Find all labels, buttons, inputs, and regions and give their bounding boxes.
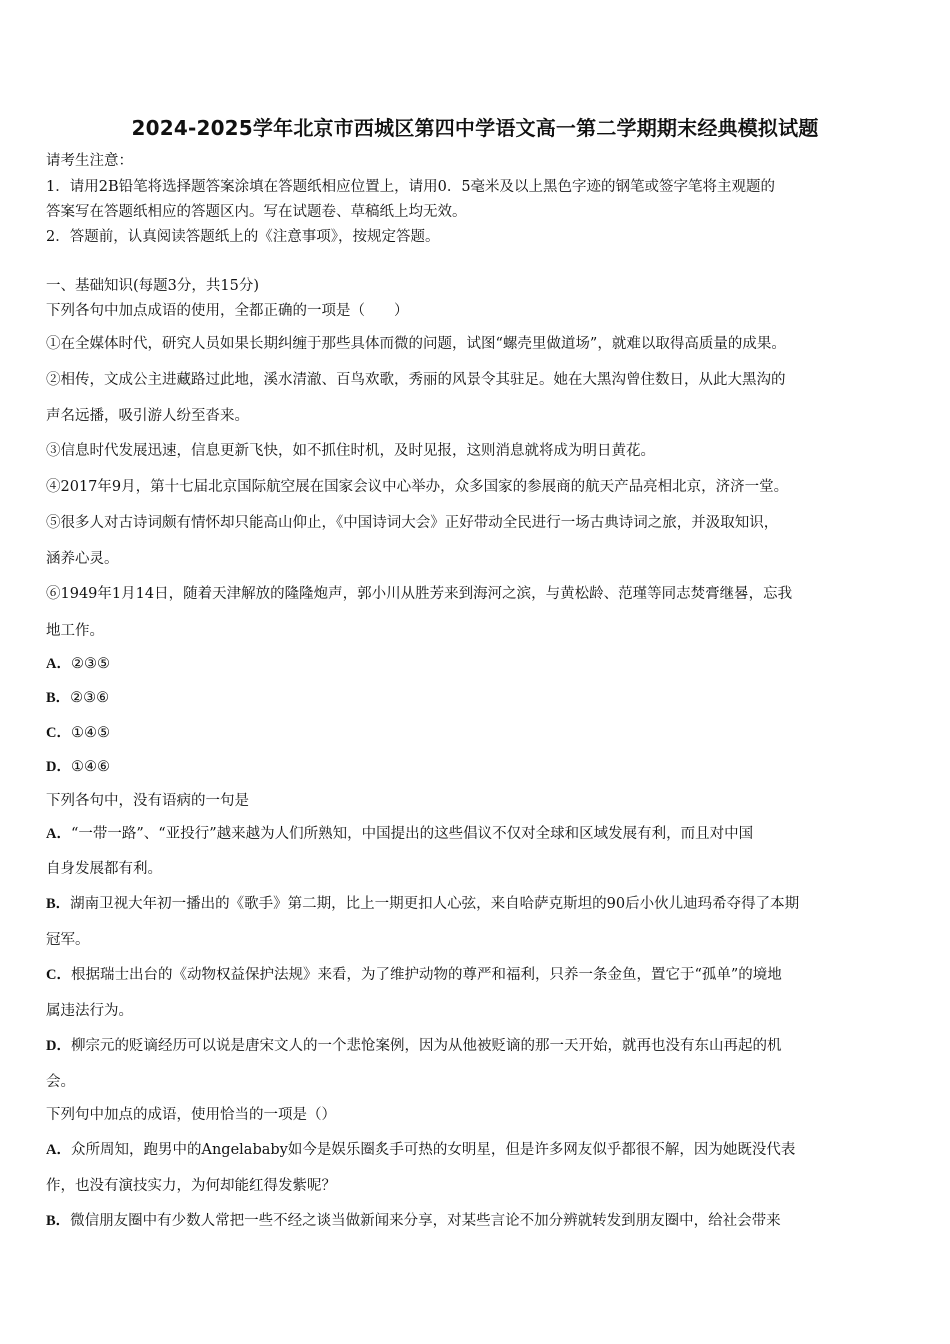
notice-item-1-line-2: 答案写在答题纸相应的答题区内。写在试题卷、草稿纸上均无效。 bbox=[46, 204, 467, 220]
q1-sentence-4: ④2017年9月，第十七届北京国际航空展在国家会议中心举办，众多国家的参展商的航天产品亮相北京，济济一堂。 bbox=[46, 479, 789, 495]
q1-option-b-text: ②③⑥ bbox=[70, 690, 110, 706]
q1-sentence-1: ①在全媒体时代，研究人员如果长期纠缠于那些具体而微的问题，试图“螺壳里做道场”，就难以取得高质量的成果。 bbox=[46, 336, 786, 352]
q3-option-b-text: 微信朋友圈中有少数人常把一些不经之谈当做新闻来分享，对某些言论不加分辨就转发到朋友圈中，给社会带来 bbox=[70, 1213, 781, 1229]
q1-option-b[interactable] bbox=[46, 688, 916, 708]
q2-option-a-letter: A． bbox=[46, 826, 71, 842]
q1-option-d[interactable] bbox=[46, 757, 916, 777]
q3-option-b-letter: B． bbox=[46, 1213, 71, 1229]
q1-sentence-3: ③信息时代发展迅速，信息更新飞快，如不抓住时机，及时见报，这则消息就将成为明日黄花。 bbox=[46, 443, 655, 459]
q1-option-c-letter: C． bbox=[46, 725, 71, 741]
q3-option-a-letter: A． bbox=[46, 1142, 71, 1158]
q2-option-c-line-2: 属违法行为。 bbox=[46, 1003, 133, 1019]
q1-option-d-text: ①④⑥ bbox=[70, 759, 110, 775]
q3-option-a[interactable] bbox=[46, 1140, 916, 1160]
q2-option-d[interactable] bbox=[46, 1036, 916, 1056]
q3-option-a-text: 众所周知，跑男中的Angelababy如今是娱乐圈炙手可热的女明星，但是许多网友似乎都很不解，因为她既没代表 bbox=[70, 1142, 796, 1158]
q2-option-b-line-2: 冠军。 bbox=[46, 932, 90, 948]
q1-sentence-6-line-2: 地工作。 bbox=[46, 623, 104, 639]
q2-option-d-line-2: 会。 bbox=[46, 1074, 75, 1090]
q1-sentence-5-line-1: ⑤很多人对古诗词颇有情怀却只能高山仰止，《中国诗词大会》正好带动全民进行一场古典诗词之旅，并汲取知识， bbox=[46, 515, 779, 531]
q2-option-a-line-2: 自身发展都有利。 bbox=[46, 861, 162, 877]
q1-option-d-letter: D． bbox=[46, 759, 71, 775]
q1-option-a[interactable] bbox=[46, 654, 916, 674]
q2-option-d-letter: D． bbox=[46, 1038, 71, 1054]
q1-sentence-2-line-2: 声名远播，吸引游人纷至沓来。 bbox=[46, 408, 249, 424]
q3-option-a-line-2: 作，也没有演技实力，为何却能红得发紫呢？ bbox=[46, 1178, 336, 1194]
notice-heading: 请考生注意： bbox=[46, 153, 133, 169]
notice-item-2: 2．答题前，认真阅读答题纸上的《注意事项》，按规定答题。 bbox=[46, 229, 440, 245]
notice-item-1-line-1: 1．请用2B铅笔将选择题答案涂填在答题纸相应位置上，请用0．5毫米及以上黑色字迹的钢笔或签字笔将主观题的 bbox=[46, 179, 776, 195]
q2-option-b[interactable] bbox=[46, 894, 916, 914]
q2-option-a[interactable] bbox=[46, 824, 916, 844]
q2-option-c[interactable] bbox=[46, 965, 916, 985]
q3-option-b[interactable] bbox=[46, 1211, 916, 1231]
q1-option-a-text: ②③⑤ bbox=[70, 656, 110, 672]
q3-stem: 下列句中加点的成语，使用恰当的一项是（） bbox=[46, 1107, 336, 1123]
q1-stem: 下列各句中加点成语的使用，全都正确的一项是（ ） bbox=[46, 303, 409, 319]
q1-option-a-letter: A． bbox=[46, 656, 71, 672]
page-title: 2024-2025学年北京市西城区第四中学语文高一第二学期期末经典模拟试题 bbox=[131, 116, 819, 140]
q2-option-b-letter: B． bbox=[46, 896, 71, 912]
q1-option-c-text: ①④⑤ bbox=[70, 725, 110, 741]
q2-stem: 下列各句中，没有语病的一句是 bbox=[46, 793, 249, 809]
q2-option-d-text: 柳宗元的贬谪经历可以说是唐宋文人的一个悲怆案例，因为从他被贬谪的那一天开始，就再也没有东山再起的机 bbox=[70, 1038, 782, 1054]
q1-sentence-6-line-1: ⑥1949年1月14日，随着天津解放的隆隆炮声，郭小川从胜芳来到海河之滨，与黄松龄、范瑾等同志焚膏继晷，忘我 bbox=[46, 586, 793, 602]
q1-option-b-letter: B． bbox=[46, 690, 71, 706]
q1-sentence-2-line-1: ②相传，文成公主进藏路过此地，溪水清澈、百鸟欢歌，秀丽的风景令其驻足。她在大黑沟曾住数日，从此大黑沟的 bbox=[46, 372, 786, 388]
q2-option-c-text: 根据瑞士出台的《动物权益保护法规》来看，为了维护动物的尊严和福利，只养一条金鱼，置它于“孤单”的境地 bbox=[70, 967, 782, 983]
q2-option-b-text: 湖南卫视大年初一播出的《歌手》第二期，比上一期更扣人心弦，来自哈萨克斯坦的90后小伙儿迪玛希夺得了本期 bbox=[70, 896, 800, 912]
q1-option-c[interactable] bbox=[46, 723, 916, 743]
q1-sentence-5-line-2: 涵养心灵。 bbox=[46, 551, 119, 567]
q2-option-a-text: “一带一路”、“亚投行”越来越为人们所熟知，中国提出的这些倡议不仅对全球和区域发展有利，而且对中国 bbox=[70, 826, 754, 842]
q2-option-c-letter: C． bbox=[46, 967, 71, 983]
section-heading: 一、基础知识(每题3分，共15分) bbox=[46, 278, 259, 294]
